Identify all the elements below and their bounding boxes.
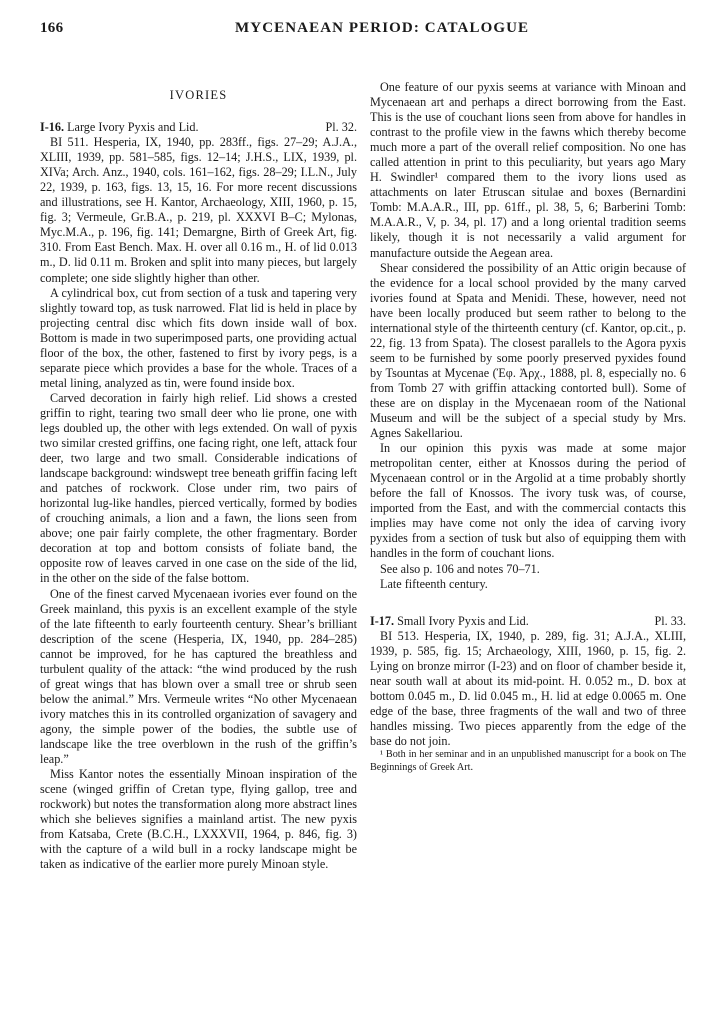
page-header [40, 20, 680, 42]
entry-id: I-16. [40, 120, 65, 135]
paragraph-description: A cylindrical box, cut from section of a tusk and tapering very slightly toward top, as tusk narrowed. Flat lid is held in place by projecting central disc which fits down inside wall of box. Bottom is made in two superimposed parts, one providing actual floor of the box, the other, fastened to first by ivory pegs, is a separate piece which provides a base for the whole. Traces of a metal lining, analyzed as tin, were found inside box. [40, 285, 357, 390]
page-number: 166 [40, 20, 64, 36]
paragraph-opinion: In our opinion this pyxis was made at some major metropolitan center, either at Knossos during the period of Mycenaean control or in the Argolid at a time probably shortly before the fall of Knossos. The ivory tusk was, of course, imported from the East, and with the commercial contacts this implies may have come not only the idea of carving ivory pyxides from a section of tusk but also of equipping them with handles in the form of couchant lions. [370, 441, 686, 561]
entry-heading-i17 [370, 614, 686, 629]
paragraph-lions: One feature of our pyxis seems at variance with Minoan and Mycenaean art and perhaps a direct borrowing from the East. This is the use of couchant lions seen from above for handles in contrast to the profile view in the fawns which thereby become much more a part of the overall relief composition. No one has called attention in print to this peculiarity, but years ago Mary H. Swindler¹ compared them to the ivory lions used as attachments on later Etruscan situlae and boxes (Bernardini Tomb: M.A.A.R., III, pp. 61ff., pl. 38, 5, 6; Barberini Tomb: M.A.A.R., V, p. 34, pl. 17) and a long oriental tradition seems likely, though it is not necessarily a valid argument for manufacture outside the Aegean area. [370, 80, 686, 260]
bibliography-i17: BI 513. Hesperia, IX, 1940, p. 289, fig. 31; A.J.A., XLIII, 1939, p. 585, fig. 15; Archaeology, XIII, 1960, p. 15, fig. 2. Lying on bronze mirror (I-23) and on floor of chamber beside it, near south wall at about its mid-point. H. 0.052 m., D. box at bottom 0.045 m., D. lid 0.045 m., H. lid at edge 0.0065 m. One edge of the base, three fragments of the wall and two of three handles missing. Two pieces apparently from the edge of the base do not join. [370, 628, 686, 748]
running-head: MYCENAEAN PERIOD: CATALOGUE [235, 20, 530, 36]
footnote: ¹ Both in her seminar and in an unpublished manuscript for a book on The Beginnings of Greek Art. [370, 749, 686, 773]
bibliography-i16: BI 511. Hesperia, IX, 1940, pp. 283ff., figs. 27–29; A.J.A., XLIII, 1939, pp. 581–585, figs. 12–14; J.H.S., LIX, 1939, pl. XIVa; Arch. Anz., 1940, cols. 161–162, figs. 28–29; I.L.N., July 22, 1939, p. 163, figs. 13, 15, 16. For more recent discussions and illustrations, see H. Kantor, Archaeology, XIII, 1960, p. 15, fig. 3; Vermeule, Gr.B.A., p. 219, pl. XXXVI B–C; Mylonas, Myc.M.A., p. 196, fig. 141; Demargne, Birth of Greek Art, fig. 310. From East Bench. Max. H. over all 0.16 m., H. of lid 0.013 m., D. lid 0.11 m. Broken and split into many pieces, but largely complete; one side slightly higher than other. [40, 135, 357, 285]
entry-title: Large Ivory Pyxis and Lid. [67, 120, 199, 135]
paragraph-decoration: Carved decoration in fairly high relief. Lid shows a crested griffin to right, tearing two small deer who lie prone, one with legs doubled up, the other with legs extended. On wall of pyxis two similar crested griffins, one facing right, one left, attack four deer, two large and two small. Considerable indications of landscape background: windswept tree beneath griffin facing left and patches of rockwork. Close under rim, two pairs of horizontal lug-like handles, pierced vertically, formed by bodies of crouching animals, a lion and a fawn, the lions seen from above; one pair fairly complete, the other fragmentary. Border decoration at top and bottom consists of foliate band, the opposite row of leaves carved in one case on the side of the lid, in the other on the side of the false bottom. [40, 390, 357, 586]
entry-id: I-17. [370, 613, 395, 628]
paragraph-date: Late fifteenth century. [380, 576, 488, 591]
plate-reference: Pl. 32. [325, 120, 357, 135]
plate-reference: Pl. 33. [654, 613, 686, 628]
paragraph-see-also: See also p. 106 and notes 70–71. [380, 561, 540, 576]
right-column [370, 80, 686, 774]
left-column [40, 88, 357, 872]
paragraph-kantor: Miss Kantor notes the essentially Minoan inspiration of the scene (winged griffin of Cretan type, flying gallop, tree and rockwork) but notes the transformation along more abstract lines which she believes signifies a mainland artist. The new pyxis from Katsaba, Crete (B.C.H., LXXXVII, 1964, p. 846, fig. 3) with the capture of a wild bull in a rocky landscape might be taken as indicative of the earlier more purely Minoan style. [40, 767, 357, 872]
paragraph-style: One of the finest carved Mycenaean ivories ever found on the Greek mainland, this pyxis is an excellent example of the style of the late fifteenth to early fourteenth century. Shear’s brilliant description of the scene (Hesperia, IX, 1940, pp. 284–285) cannot be improved, for he has captured the breathless and turbulent quality of the attack: “the wind produced by the rush of great wings that has blown over a small tree or shrub seen below the animal.” Mrs. Vermeule writes “No other Mycenaean ivory matches this in its controlled organization of savagery and agony, the simple power of the bodies, the subtle use of landscape like the tree overblown in the rush of the griffin’s leap.” [40, 586, 357, 767]
paragraph-origin: Shear considered the possibility of an Attic origin because of the evidence for a local school provided by the many carved ivories found at Spata and Menidi. These, however, need not have been locally produced but seem rather to belong to the international style of the thirteenth century (cf. Kantor, op.cit., p. 22, fig. 13 from Spata). The closest parallels to the Agora pyxis seem to be furnished by some poorly preserved pyxides found by Tsountas at Mycenae (Ἐφ. Ἀρχ., 1888, pl. 8, especially no. 6 from Tomb 27 with griffin attacking contorted bull). Some of these are on display in the Mycenaean room of the National Museum and will be the subject of a special study by Mrs. Agnes Sakellariou. [370, 260, 686, 441]
entry-title: Small Ivory Pyxis and Lid. [397, 613, 529, 628]
entry-heading-i16 [40, 120, 357, 135]
section-title: IVORIES [169, 88, 228, 102]
